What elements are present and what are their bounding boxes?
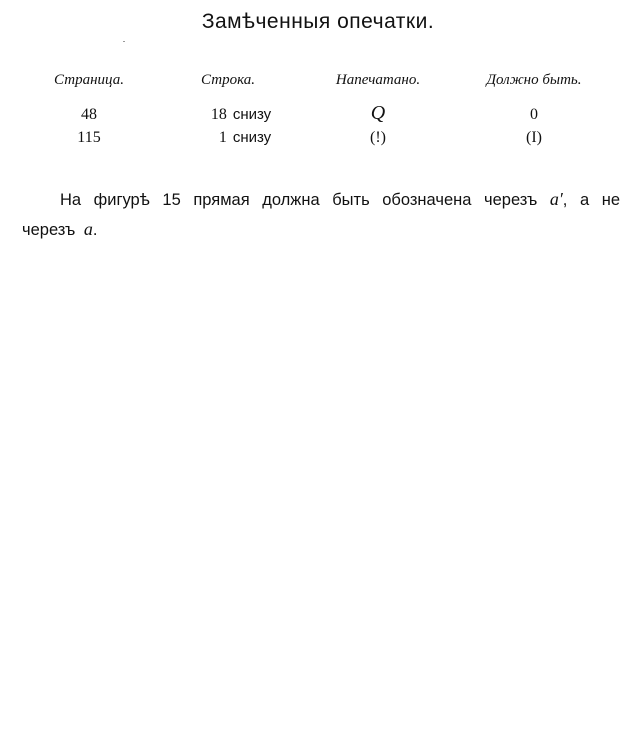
table-row xyxy=(30,102,620,129)
line-word: снизу xyxy=(232,129,272,146)
header-line: Строка. xyxy=(201,72,255,88)
page-title: Замѣченныя опечатки. xyxy=(201,10,435,33)
cell-page: 115 xyxy=(77,129,101,146)
note-text-middle: , а не черезъ xyxy=(22,190,620,239)
note-symbol-a-prime: a′ xyxy=(549,188,563,209)
cell-should-be: (I) xyxy=(526,129,542,146)
print-speck xyxy=(123,41,125,42)
cell-line xyxy=(148,106,308,124)
cell-printed: Q xyxy=(370,102,386,124)
table-row xyxy=(30,129,620,156)
errata-note xyxy=(22,185,620,245)
note-text-start: На фигурѣ 15 прямая должна быть обозначена черезъ xyxy=(60,190,538,209)
line-number: 1 xyxy=(218,129,227,146)
header-page: Страница. xyxy=(54,72,124,88)
line-number: 18 xyxy=(210,106,227,123)
note-text-end: . xyxy=(92,220,98,239)
header-printed: Напечатано. xyxy=(335,72,421,88)
cell-should-be: 0 xyxy=(530,106,538,123)
cell-page: 48 xyxy=(81,106,97,123)
note-symbol-a: a xyxy=(83,218,93,239)
header-should-be: Должно быть. xyxy=(486,72,582,88)
cell-printed: (!) xyxy=(370,129,386,146)
cell-line xyxy=(148,129,308,147)
errata-table xyxy=(30,72,620,156)
line-word: снизу xyxy=(232,106,272,123)
errata-table-header xyxy=(30,72,620,102)
